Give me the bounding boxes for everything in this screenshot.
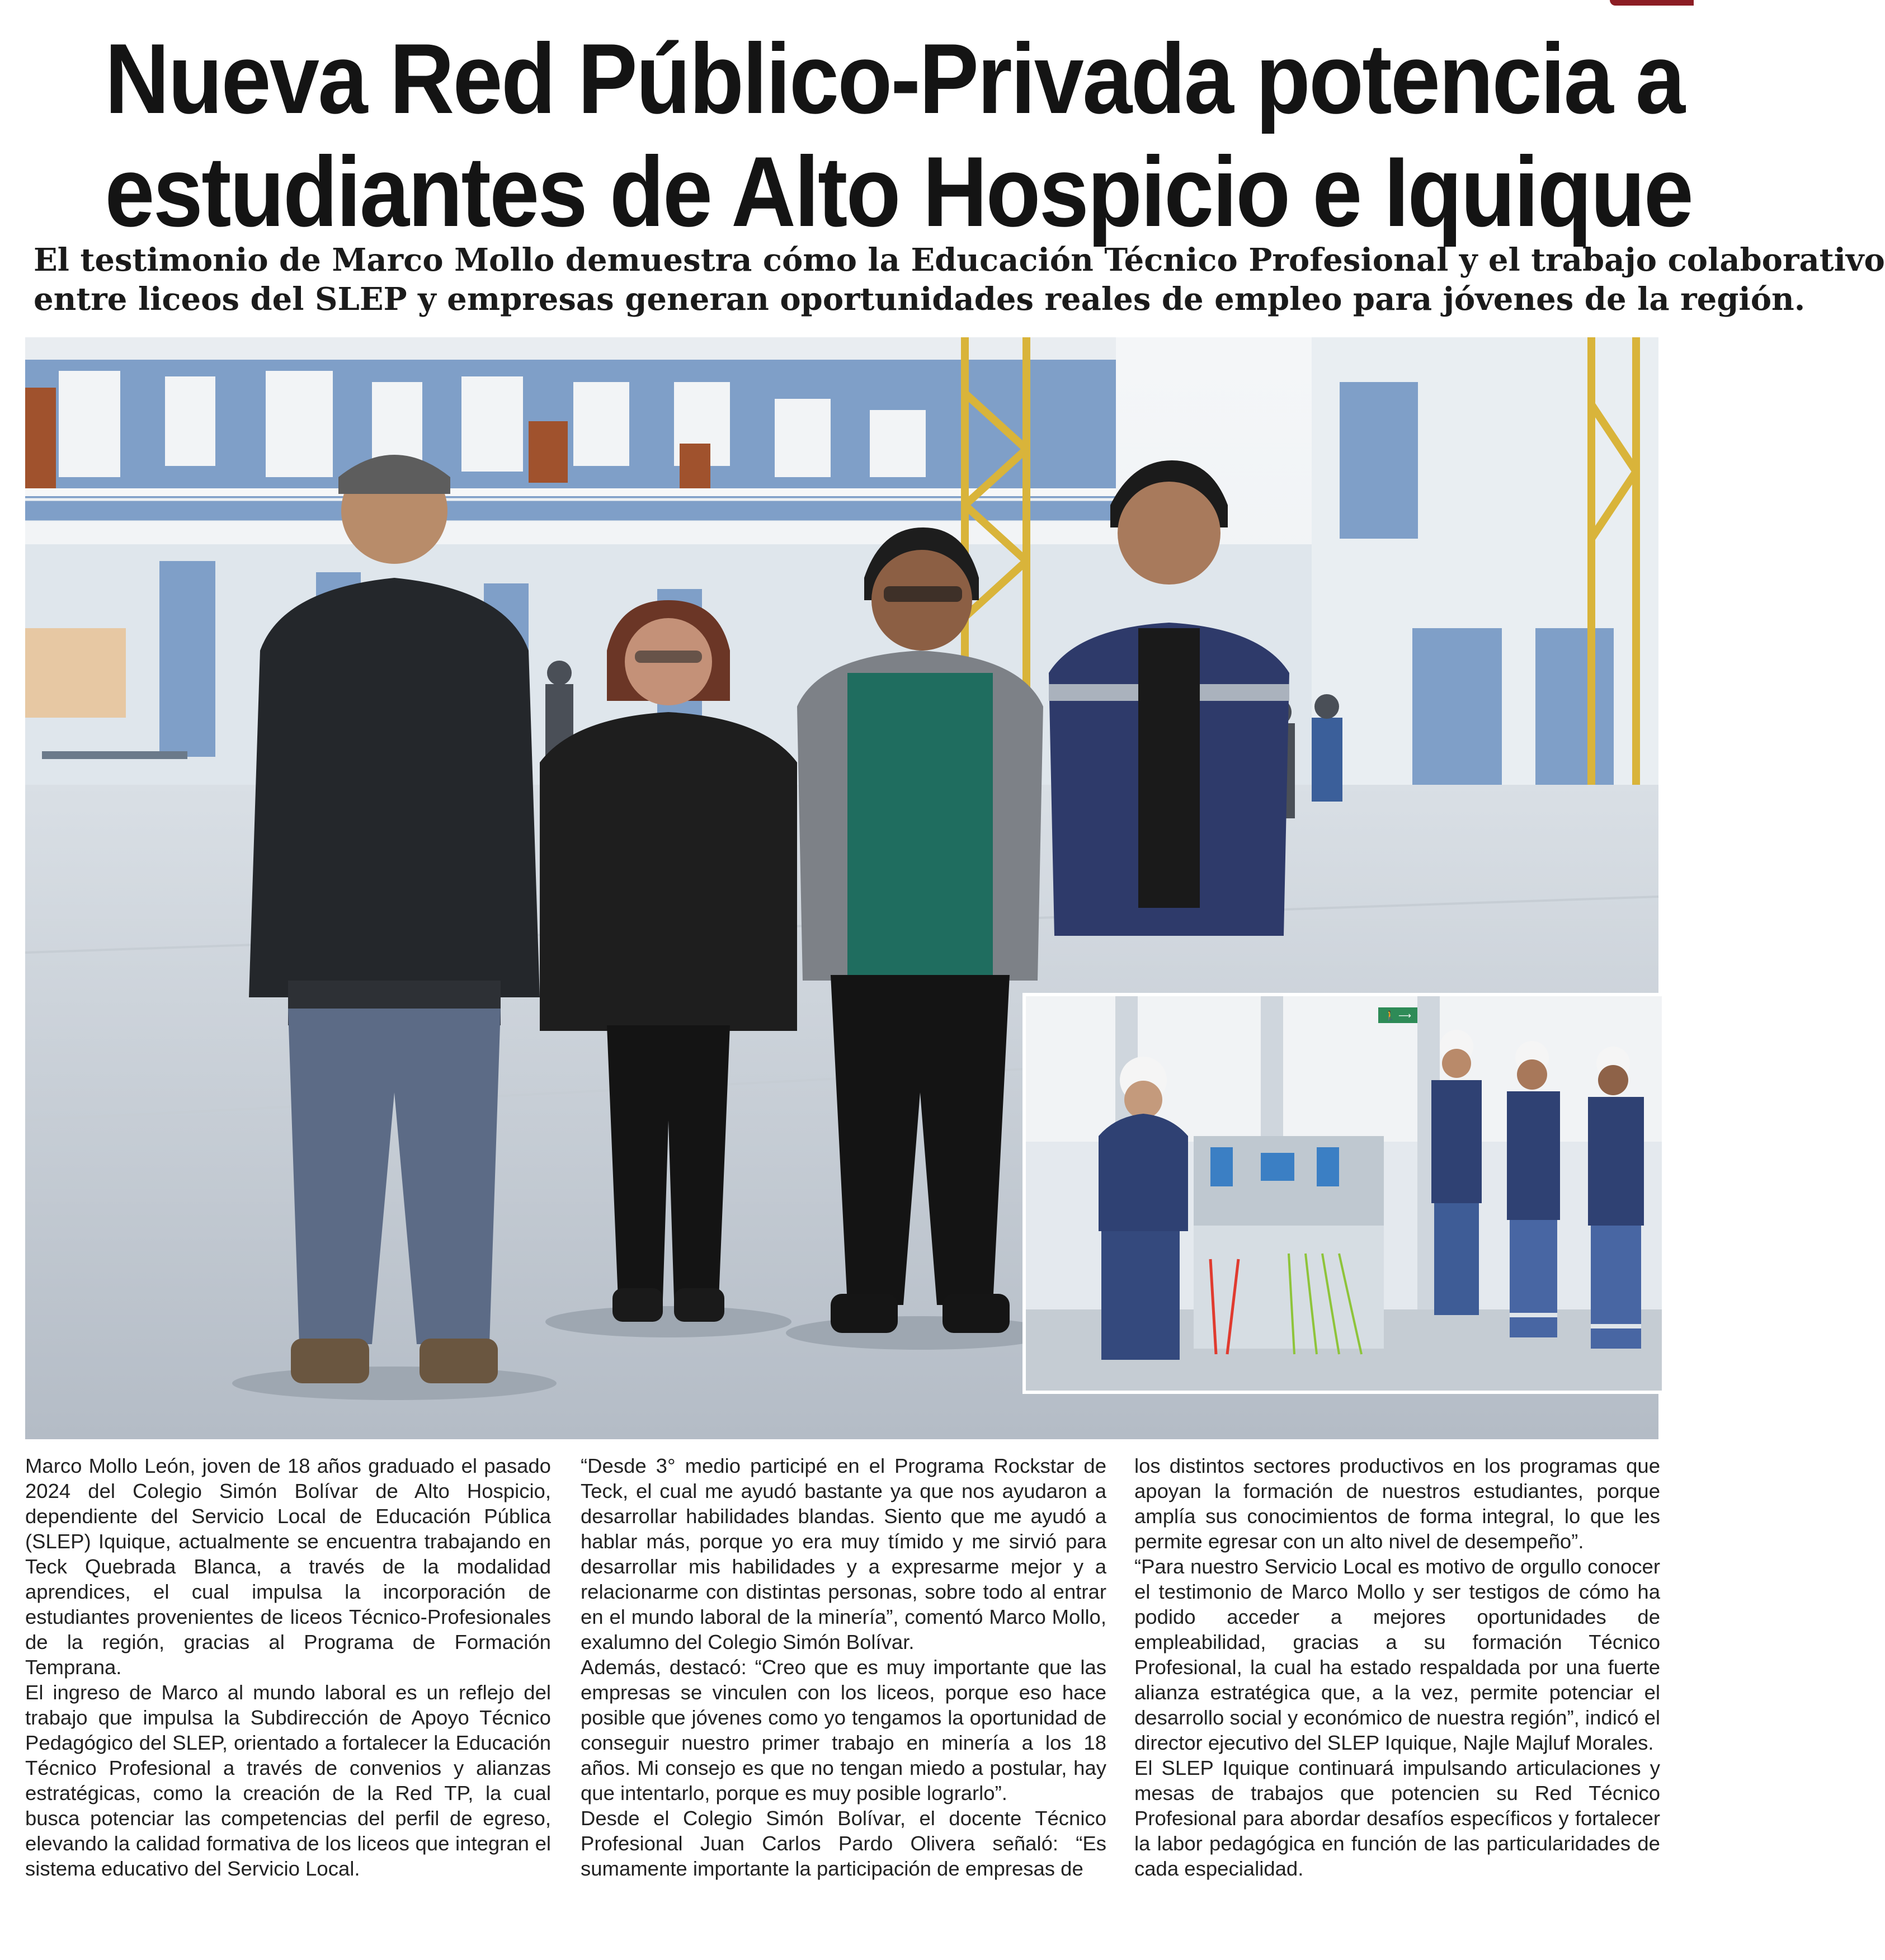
article-column-1 <box>25 1453 551 1881</box>
headline-line-1: Nueva Red Público-Privada potencia a <box>105 23 1684 134</box>
column-2-paragraph-2: Además, destacó: “Creo que es muy importante que las empresas se vinculen con los liceos, porque eso hace posible que jóvenes como yo tengamos la oportunidad de conseguir nuestro primer trabajo en minería a los 18 años. Mi consejo es que no tengan miedo a postular, hay que intentarlo, porque es muy posible lograrlo”. <box>581 1656 1106 1804</box>
page-corner-tab <box>1610 0 1694 6</box>
column-3-paragraph-3: El SLEP Iquique continuará impulsando articulaciones y mesas de trabajos que potencien su Red Técnico Profesional para abordar desafíos específicos y fortalecer la labor pedagógica en función de las particularidades de cada especialidad. <box>1134 1756 1660 1880</box>
exit-sign-text: 🚶 ⟶ <box>1384 1010 1411 1021</box>
article-column-2 <box>581 1453 1106 1881</box>
column-3-paragraph-1: los distintos sectores productivos en los programas que apoyan la formación de nuestros estudiantes, porque amplía sus conocimientos de forma integral, lo que les permite egresar con un alto nivel de desempeño”. <box>1134 1454 1660 1553</box>
article-subtitle <box>34 241 1885 319</box>
subtitle-line-1: El testimonio de Marco Mollo demuestra cómo la Educación Técnico Profesional y el trabajo colaborativo <box>34 242 1885 279</box>
article-column-3 <box>1134 1453 1660 1881</box>
inset-photo <box>1022 993 1665 1394</box>
headline-line-2: estudiantes de Alto Hospicio e Iquique <box>105 136 1693 247</box>
subtitle-line-2: entre liceos del SLEP y empresas generan oportunidades reales de empleo para jóvenes de la región. <box>34 281 1806 318</box>
column-3-paragraph-2: “Para nuestro Servicio Local es motivo de orgullo conocer el testimonio de Marco Mollo y ser testigos de cómo ha podido acceder a mejores oportunidades de empleabilidad, gracias a su formación Técnico Profesional, la cual ha estado respaldada por una fuerte alianza estratégica que, a la vez, permite potenciar el desarrollo social y económico de nuestra región”, indicó el director ejecutivo del SLEP Iquique, Najle Majluf Morales. <box>1134 1555 1660 1754</box>
column-1-paragraph-2: El ingreso de Marco al mundo laboral es un reflejo del trabajo que impulsa la Subdirección de Apoyo Técnico Pedagógico del SLEP, orientado a fortalecer la Educación Técnico Profesional a través de convenios y alianzas estratégicas, como la creación de la Red TP, la cual busca potenciar las competencias del perfil de egreso, elevando la calidad formativa de los liceos que integran el sistema educativo del Servicio Local. <box>25 1681 551 1880</box>
inset-photo-illustration <box>1026 996 1662 1391</box>
column-2-paragraph-1: “Desde 3° medio participé en el Programa Rockstar de Teck, el cual me ayudó bastante ya que nos ayudaron a desarrollar habilidades blandas. Siento que me ayudó a hablar más, porque yo era muy tímido y me sirvió para desarrollar mis habilidades y a expresarme mejor y a relacionarme con distintas personas, sobre todo al entrar en el mundo laboral de la minería”, comentó Marco Mollo, exalumno del Colegio Simón Bolívar. <box>581 1454 1106 1653</box>
article-headline <box>105 22 1693 248</box>
column-1-paragraph-1: Marco Mollo León, joven de 18 años graduado el pasado 2024 del Colegio Simón Bolívar de Alto Hospicio, dependiente del Servicio Local de Educación Pública (SLEP) Iquique, actualmente se encuentra trabajando en Teck Quebrada Blanca, a través de la modalidad aprendices, el cual impulsa la incorporación de estudiantes provenientes de liceos Técnico-Profesionales de la región, gracias al Programa de Formación Temprana. <box>25 1454 551 1679</box>
column-2-paragraph-3: Desde el Colegio Simón Bolívar, el docente Técnico Profesional Juan Carlos Pardo Olivera señaló: “Es sumamente importante la participación de empresas de <box>581 1807 1106 1880</box>
